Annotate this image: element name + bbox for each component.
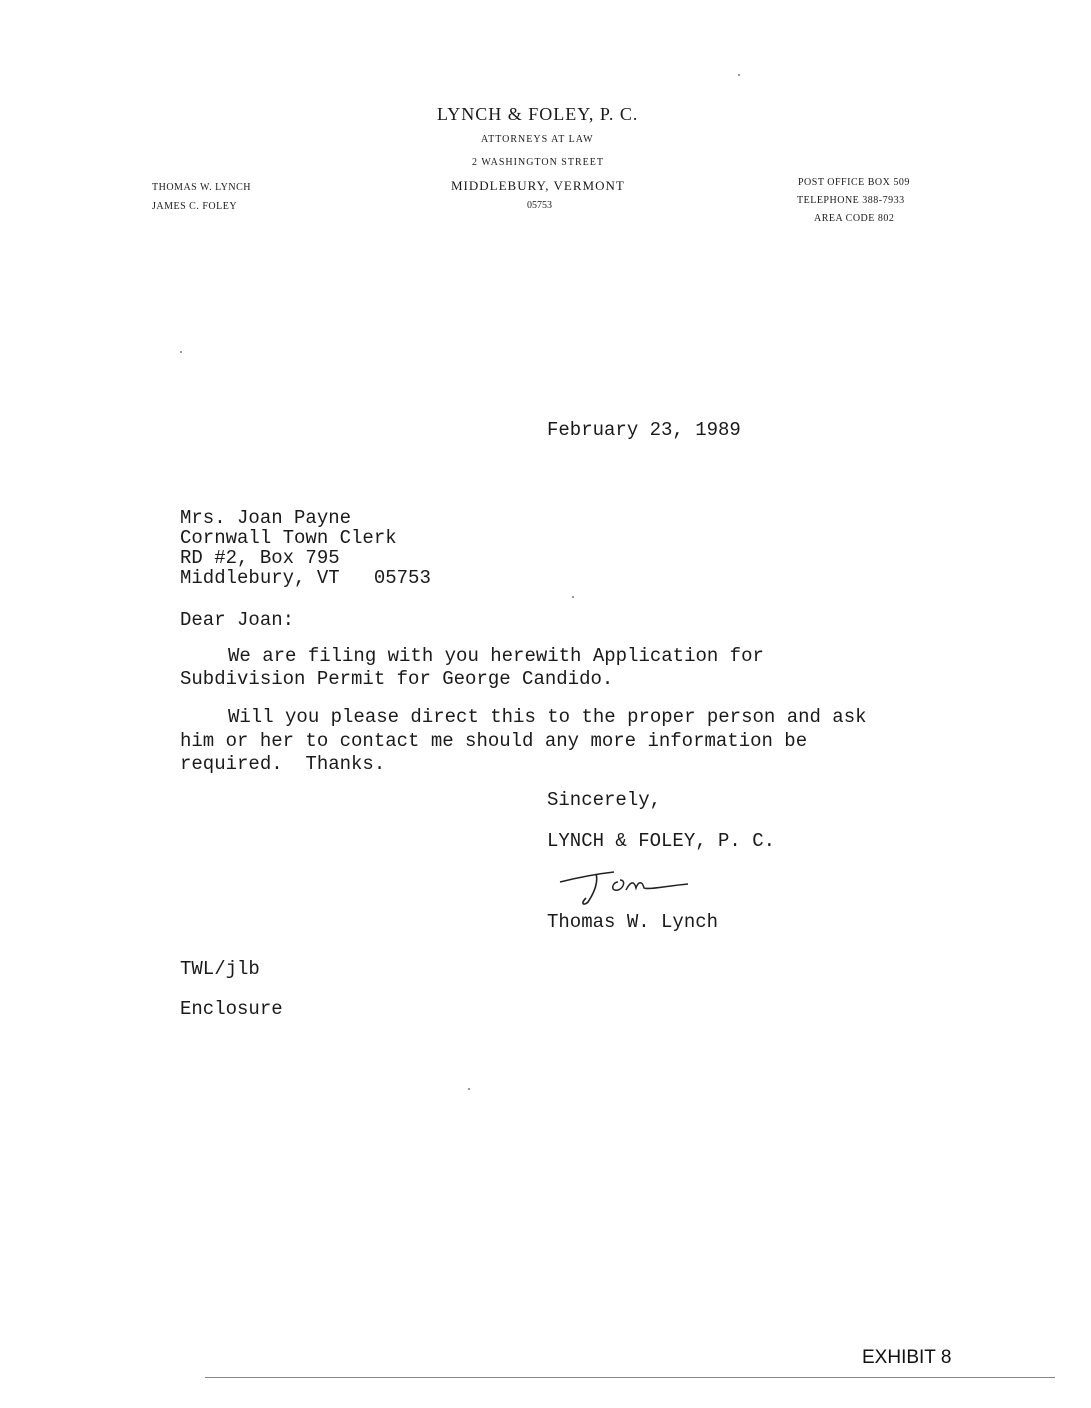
firm-name: LYNCH & FOLEY, P. C. [437, 104, 639, 124]
scan-speck [468, 1088, 470, 1090]
firm-street: 2 WASHINGTON STREET [472, 157, 604, 168]
handwritten-signature [556, 860, 696, 910]
contact-area-code: AREA CODE 802 [814, 213, 895, 224]
firm-zip: 05753 [527, 200, 552, 211]
firm-subtitle: ATTORNEYS AT LAW [481, 134, 594, 145]
scan-speck [572, 596, 574, 598]
body-line: Will you please direct this to the proper person and ask [228, 706, 867, 728]
scan-speck [738, 74, 740, 76]
recipient-line: Mrs. Joan Payne [180, 507, 352, 529]
firm-city: MIDDLEBURY, VERMONT [451, 178, 625, 193]
bottom-rule [205, 1377, 1055, 1378]
body-line: required. Thanks. [180, 753, 386, 775]
reference-initials: TWL/jlb [180, 958, 260, 980]
exhibit-label: EXHIBIT 8 [862, 1347, 952, 1368]
scan-speck [180, 351, 182, 353]
contact-telephone: TELEPHONE 388-7933 [797, 195, 905, 206]
salutation: Dear Joan: [180, 609, 295, 631]
body-line: Subdivision Permit for George Candido. [180, 668, 614, 690]
body-line: him or her to contact me should any more information be [180, 730, 808, 752]
recipient-line: Cornwall Town Clerk [180, 527, 397, 549]
recipient-line: Middlebury, VT 05753 [180, 567, 431, 589]
recipient-line: RD #2, Box 795 [180, 547, 340, 569]
signer-name: Thomas W. Lynch [547, 911, 719, 933]
signature-firm: LYNCH & FOLEY, P. C. [547, 830, 776, 852]
enclosure-note: Enclosure [180, 998, 283, 1020]
partner-name: THOMAS W. LYNCH [152, 182, 252, 193]
contact-po-box: POST OFFICE BOX 509 [798, 177, 910, 188]
body-line: We are filing with you herewith Application for [228, 645, 764, 667]
letter-date: February 23, 1989 [547, 419, 741, 441]
partner-name: JAMES C. FOLEY [152, 201, 238, 212]
closing: Sincerely, [547, 789, 662, 811]
